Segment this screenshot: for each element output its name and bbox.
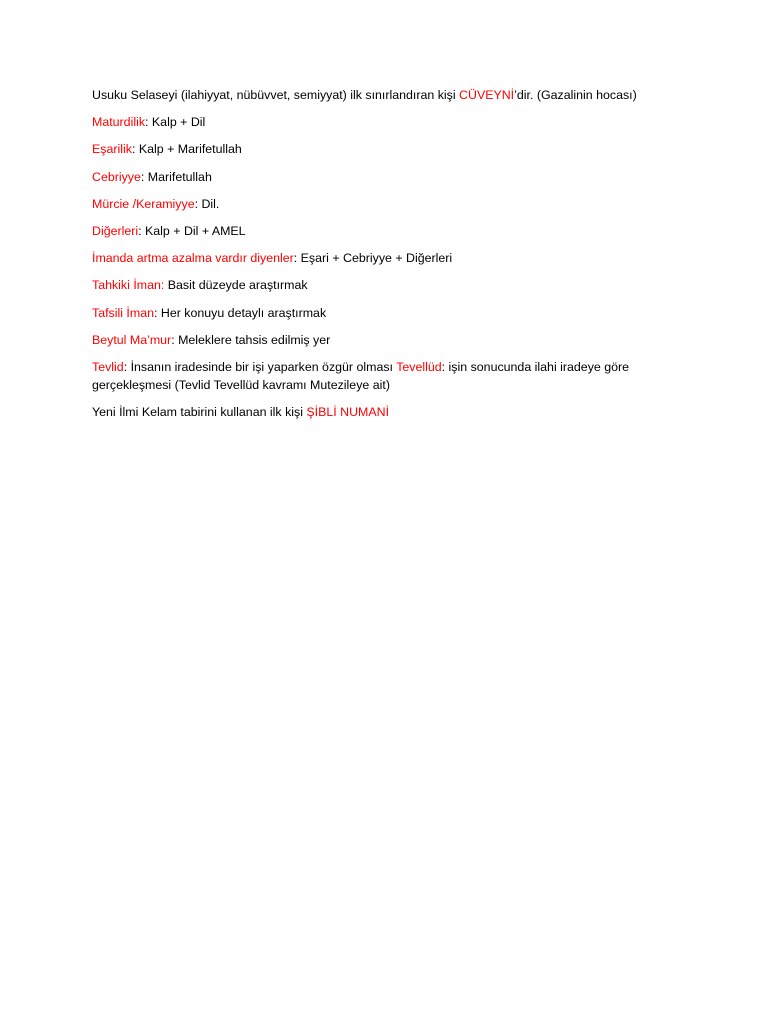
- definition-digerleri: : Kalp + Dil + AMEL: [138, 223, 246, 238]
- document-body: [92, 86, 682, 430]
- term-beytul-mamur: Beytul Ma’mur: [92, 332, 172, 347]
- line-tahkiki-iman: [92, 276, 682, 294]
- term-imanda-artma: İmanda artma azalma vardır diyenler: [92, 251, 294, 266]
- line-usuku-selaseyi: [92, 86, 682, 104]
- line-beytul-mamur: [92, 331, 682, 349]
- definition-tafsili-iman: : Her konuyu detaylı araştırmak: [153, 305, 327, 320]
- line-murcie-keramiyye: [92, 195, 682, 213]
- line-yeni-ilmi-kelam: [92, 403, 682, 421]
- definition-cebriyye: : Marifetullah: [140, 169, 212, 184]
- term-cebriyye: Cebriyye: [92, 169, 141, 184]
- line-tafsili-iman: [92, 304, 682, 322]
- term-tahkiki-iman: Tahkiki İman:: [92, 278, 165, 293]
- term-digerleri: Diğerleri: [92, 223, 139, 238]
- line-maturdilik: [92, 113, 682, 131]
- line-text: Usuku Selaseyi (ilahiyyat, nübüvvet, semiyyat) ilk sınırlandıran kişi: [92, 88, 460, 102]
- definition-murcie-keramiyye: : Dil.: [194, 196, 220, 211]
- term-tevlid: Tevlid: [92, 359, 124, 374]
- definition-tevlid: : İnsanın iradesinde bir işi yaparken özgür olması: [123, 359, 397, 374]
- line-imanda-artma: [92, 249, 682, 267]
- line-digerleri: [92, 222, 682, 240]
- definition-maturdilik: : Kalp + Dil: [145, 115, 206, 130]
- term-tafsili-iman: Tafsili İman: [92, 305, 154, 320]
- term-tevellud: Tevellüd: [396, 359, 442, 374]
- term-maturdilik: Maturdilik: [92, 115, 146, 130]
- line-cebriyye: [92, 168, 682, 186]
- line-tevlid-tevellud: [92, 358, 682, 394]
- definition-beytul-mamur: : Meleklere tahsis edilmiş yer: [171, 332, 331, 347]
- line-text: ’dir. (Gazalinin hocası): [514, 88, 637, 102]
- line-esarilik: [92, 140, 682, 158]
- term-esarilik: Eşarilik: [92, 142, 132, 157]
- definition-imanda-artma: : Eşari + Cebriyye + Diğerleri: [293, 251, 453, 266]
- definition-esarilik: : Kalp + Marifetullah: [131, 142, 242, 157]
- line-text: Yeni İlmi Kelam tabirini kullanan ilk kişi: [92, 405, 307, 420]
- definition-tevellud: : işin sonucunda ilahi iradeye göre gerçekleşmesi (Tevlid Tevellüd kavramı Mutezileye ait): [92, 359, 630, 392]
- term-murcie-keramiyye: Mürcie /Keramiyye: [92, 196, 195, 211]
- highlight-sibli-numani: ŞİBLİ NUMANİ: [306, 405, 390, 420]
- highlight-cuveyni: CÜVEYNİ: [459, 88, 515, 102]
- definition-tahkiki-iman: Basit düzeyde araştırmak: [164, 278, 308, 293]
